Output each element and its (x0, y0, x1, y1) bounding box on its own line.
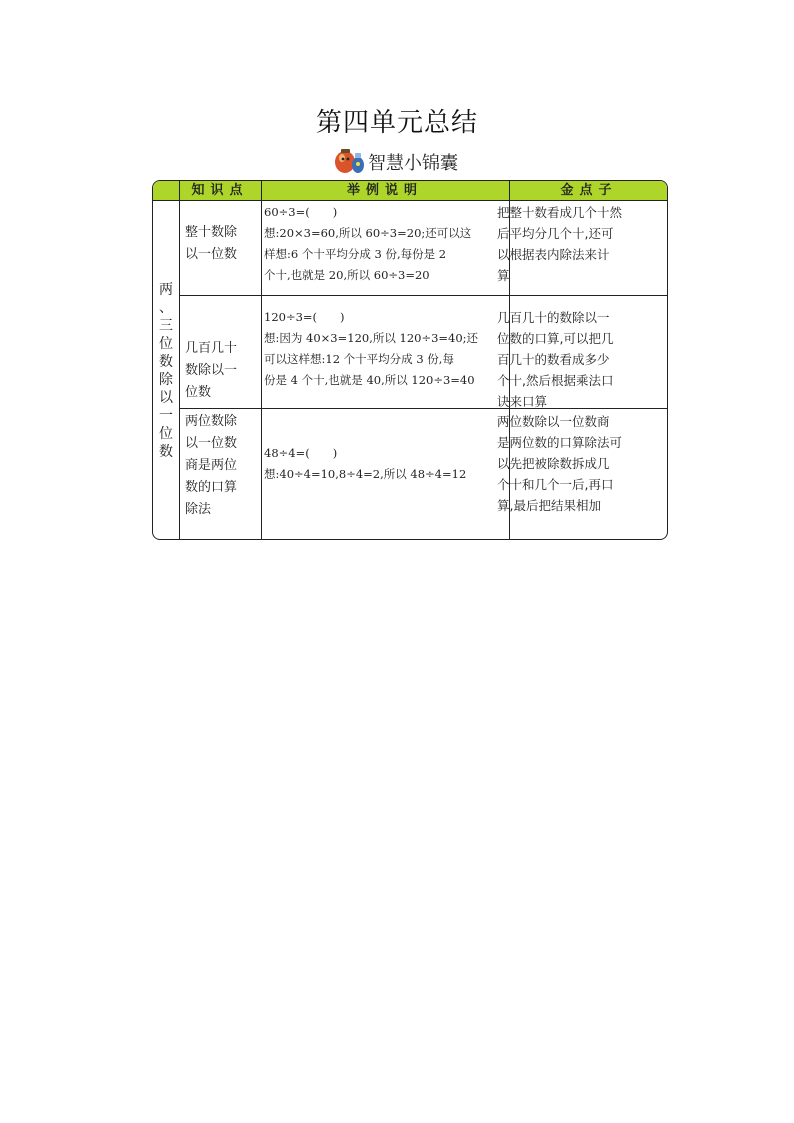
topic-cell: 两位数除 以一位数 商是两位 数的口算 除法 (185, 414, 238, 517)
knowledge-table (152, 180, 668, 540)
grid-line (179, 181, 180, 201)
subtitle: 智慧小锦囊 (368, 153, 458, 174)
grid-line (179, 201, 180, 540)
row-divider (179, 295, 668, 296)
grid-line (261, 181, 262, 540)
header-tips: 金点子 (560, 183, 618, 198)
topic-cell: 整十数除 以一位数 (185, 225, 238, 262)
page-title: 第四单元总结 (315, 108, 478, 138)
topic-cell: 几百几十 数除以一 位数 (185, 341, 238, 400)
mascot-icon (332, 145, 366, 175)
header-knowledge-point: 知识点 (191, 183, 249, 198)
example-cell: 60÷3=( ) 想:20×3=60,所以 60÷3=20;还可以这 样想:6 个十平均分成 3 份,每份是 2 个十,也就是 20,所以 60÷3=20 (264, 205, 472, 282)
tip-cell: 两位数除以一位数商 是两位数的口算除法可 以先把被除数拆成几 个十和几个一后,再口 算,最后把结果相加 (497, 414, 623, 513)
header-example: 举例说明 (346, 183, 423, 198)
example-cell: 120÷3=( ) 想:因为 40×3=120,所以 120÷3=40;还 可以这样想:12 个十平均分成 3 份,每 份是 4 个十,也就是 40,所以 120÷3=40 (264, 310, 479, 387)
tip-cell: 几百几十的数除以一 位数的口算,可以把几 百几十的数看成多少 个十,然后根据乘法口 诀来口算 (497, 310, 614, 409)
category-label: 两 、 三 位 数 除 以 一 位 数 (159, 282, 173, 460)
example-cell: 48÷4=( ) 想:40÷4=10,8÷4=2,所以 48÷4=12 (264, 446, 467, 481)
subtitle-block (332, 143, 458, 175)
tip-cell: 把整十数看成几个十然 后平均分几个十,还可 以根据表内除法来计 算 (497, 205, 623, 283)
